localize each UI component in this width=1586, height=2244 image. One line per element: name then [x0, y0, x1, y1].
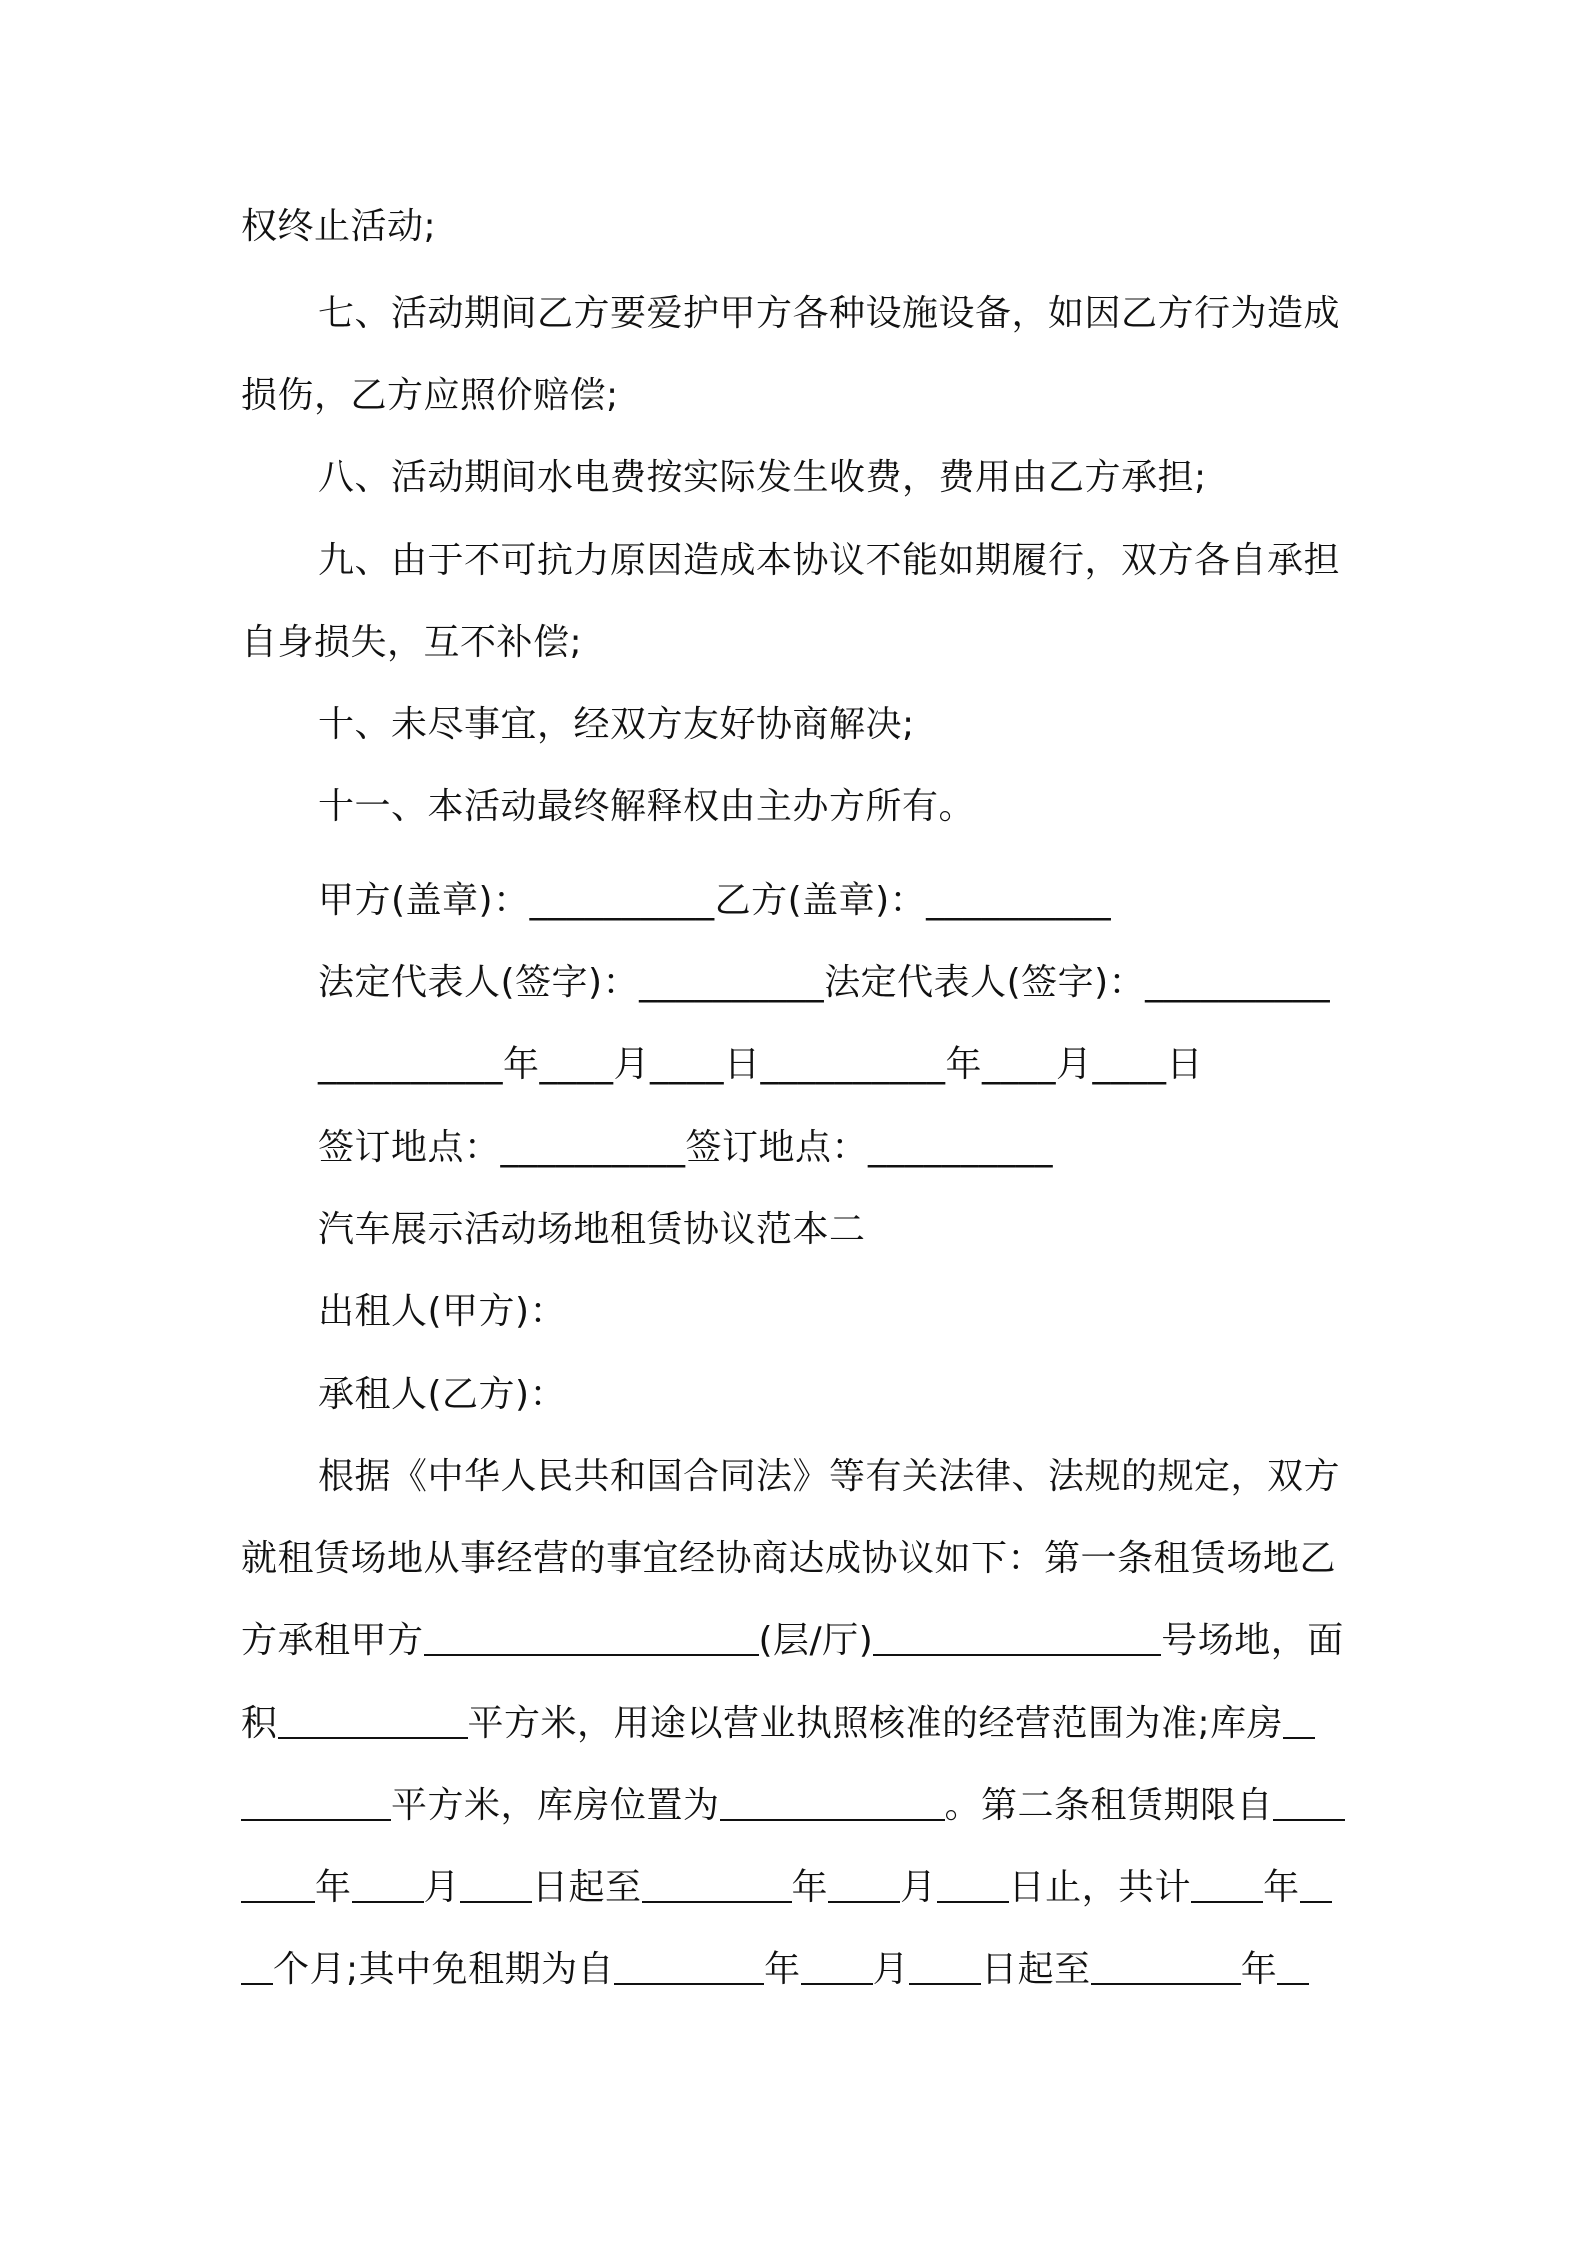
text-segment: (层/厅)	[758, 1620, 874, 1661]
fill-blank	[909, 1953, 981, 1985]
fill-blank	[1191, 1871, 1263, 1903]
text-line: 十一、本活动最终解释权由主办方所有。	[318, 786, 976, 827]
fill-blank	[801, 1953, 873, 1985]
text-segment: 月	[423, 1867, 461, 1908]
fill-blank	[241, 1789, 391, 1821]
text-line: 权终止活动;	[241, 206, 437, 247]
fill-blank	[828, 1871, 900, 1903]
fill-blank	[642, 1871, 792, 1903]
signature-line-date: __________年____月____日__________年____月____日	[318, 1044, 1203, 1085]
section-title: 汽车展示活动场地租赁协议范本二	[318, 1209, 866, 1250]
text-segment: 平方米，库房位置为	[391, 1785, 720, 1826]
text-segment: 日起至	[981, 1949, 1091, 1990]
text-line: 自身损失，互不补偿;	[241, 622, 583, 663]
text-line: 损伤，乙方应照价赔偿;	[241, 375, 619, 416]
fill-blank	[937, 1871, 1009, 1903]
text-segment: 月	[872, 1949, 910, 1990]
fill-blank	[241, 1953, 273, 1985]
text-line-fill	[241, 1700, 1315, 1748]
text-segment: 号场地，面	[1161, 1620, 1344, 1661]
text-line-fill	[241, 1864, 1332, 1912]
text-segment: 年	[315, 1867, 352, 1908]
fill-blank	[1091, 1953, 1241, 1985]
text-segment: 月	[900, 1867, 937, 1908]
text-segment: 积	[241, 1703, 278, 1744]
fill-blank	[1273, 1789, 1345, 1821]
text-line: 九、由于不可抗力原因造成本协议不能如期履行，双方各自承担	[318, 540, 1341, 581]
fill-blank	[873, 1624, 1161, 1656]
signature-line-seal: 甲方(盖章)：__________乙方(盖章)：__________	[318, 880, 1112, 921]
text-segment: 日起至	[532, 1867, 642, 1908]
lessee-label: 承租人(乙方)：	[318, 1374, 567, 1415]
text-line: 八、活动期间水电费按实际发生收费，费用由乙方承担;	[318, 457, 1207, 498]
text-segment: 年	[791, 1867, 829, 1908]
text-segment: 年	[764, 1949, 801, 1990]
fill-blank	[460, 1871, 532, 1903]
text-line-fill	[241, 1946, 1309, 1994]
text-line: 就租赁场地从事经营的事宜经协商达成协议如下：第一条租赁场地乙	[241, 1538, 1337, 1579]
fill-blank	[352, 1871, 424, 1903]
fill-blank	[241, 1871, 315, 1903]
lessor-label: 出租人(甲方)：	[318, 1291, 567, 1332]
signature-line-representative: 法定代表人(签字)：__________法定代表人(签字)：__________	[318, 962, 1331, 1003]
text-segment: 。第二条租赁期限自	[944, 1785, 1274, 1826]
fill-blank	[720, 1789, 945, 1821]
text-line-fill	[241, 1782, 1345, 1830]
text-line-fill	[241, 1617, 1344, 1665]
signature-line-place: 签订地点：__________签订地点：__________	[318, 1127, 1054, 1168]
text-segment: 年	[1263, 1867, 1300, 1908]
text-segment: 日止，共计	[1008, 1867, 1192, 1908]
fill-blank	[1300, 1871, 1332, 1903]
text-line: 十、未尽事宜，经双方友好协商解决;	[318, 704, 915, 745]
fill-blank	[424, 1624, 759, 1656]
text-segment: 个月;其中免租期为自	[273, 1949, 615, 1990]
text-segment: 平方米，用途以营业执照核准的经营范围为准;库房	[467, 1703, 1284, 1744]
fill-blank	[1283, 1707, 1315, 1739]
text-line: 根据《中华人民共和国合同法》等有关法律、法规的规定，双方	[318, 1456, 1341, 1497]
fill-blank	[1277, 1953, 1309, 1985]
fill-blank	[278, 1707, 468, 1739]
text-segment: 方承租甲方	[241, 1620, 424, 1661]
text-line: 七、活动期间乙方要爱护甲方各种设施设备，如因乙方行为造成	[318, 293, 1341, 334]
text-segment: 年	[1240, 1949, 1278, 1990]
fill-blank	[614, 1953, 764, 1985]
